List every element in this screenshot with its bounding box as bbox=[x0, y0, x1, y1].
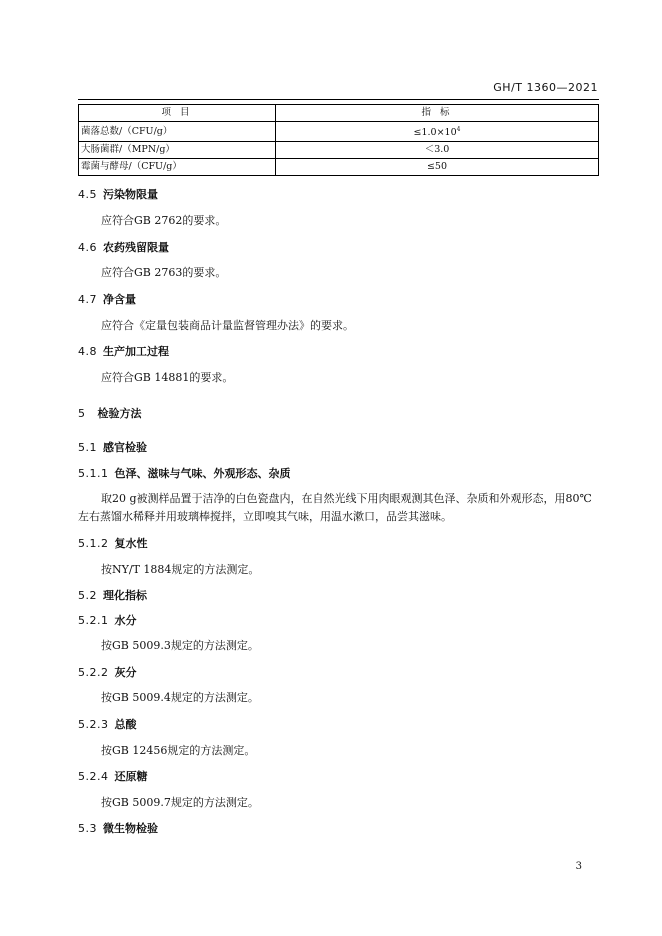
section-heading-5-1-1: 5.1.1 色泽、滋味与气味、外观形态、杂质 bbox=[78, 467, 291, 480]
section-body-4-7: 应符合《定量包装商品计量监督管理办法》的要求。 bbox=[101, 319, 354, 332]
section-heading-4-6: 4.6 农药残留限量 bbox=[78, 241, 169, 254]
section-body-4-5: 应符合GB 2762的要求。 bbox=[101, 214, 227, 227]
section-body-4-8: 应符合GB 14881的要求。 bbox=[101, 371, 234, 384]
column-header-indicator: 指 标 bbox=[276, 105, 599, 122]
document-code: GH/T 1360—2021 bbox=[493, 81, 598, 94]
table-row bbox=[79, 122, 599, 142]
section-heading-4-7: 4.7 净含量 bbox=[78, 293, 136, 306]
value-exponent: 4 bbox=[456, 126, 461, 133]
section-heading-5: 5 检验方法 bbox=[78, 407, 142, 420]
section-body-5-2-1: 按GB 5009.3规定的方法测定。 bbox=[101, 639, 259, 652]
table-row bbox=[79, 142, 599, 159]
table-cell-value: ≤50 bbox=[276, 159, 599, 176]
section-heading-4-5: 4.5 污染物限量 bbox=[78, 188, 158, 201]
value-text: ≤1.0×10 bbox=[413, 127, 457, 139]
page-number: 3 bbox=[575, 861, 582, 872]
section-heading-5-2-4: 5.2.4 还原糖 bbox=[78, 770, 148, 783]
section-body-5-1-1-line2: 左右蒸馏水稀释并用玻璃棒搅拌，立即嗅其气味，用温水漱口，品尝其滋味。 bbox=[78, 510, 452, 523]
section-heading-5-2-1: 5.2.1 水分 bbox=[78, 614, 137, 627]
header-rule bbox=[78, 99, 599, 100]
microbial-limits-table bbox=[78, 104, 599, 176]
table-row bbox=[79, 159, 599, 176]
table-cell-item: 霉菌与酵母/（CFU/g） bbox=[79, 159, 276, 176]
section-body-5-1-1-line1: 取20 g被测样品置于洁净的白色瓷盘内，在自然光线下用肉眼观测其色泽、杂质和外观形态，用80℃ bbox=[101, 492, 592, 505]
section-body-5-2-3: 按GB 12456规定的方法测定。 bbox=[101, 744, 256, 757]
column-header-item: 项 目 bbox=[79, 105, 276, 122]
section-heading-5-2-2: 5.2.2 灰分 bbox=[78, 666, 137, 679]
table-header-row bbox=[79, 105, 599, 122]
section-heading-5-2: 5.2 理化指标 bbox=[78, 589, 147, 602]
section-body-5-2-2: 按GB 5009.4规定的方法测定。 bbox=[101, 691, 259, 704]
section-heading-5-3: 5.3 微生物检验 bbox=[78, 822, 158, 835]
section-body-5-2-4: 按GB 5009.7规定的方法测定。 bbox=[101, 796, 259, 809]
section-body-4-6: 应符合GB 2763的要求。 bbox=[101, 266, 227, 279]
section-heading-5-2-3: 5.2.3 总酸 bbox=[78, 718, 137, 731]
section-heading-4-8: 4.8 生产加工过程 bbox=[78, 345, 169, 358]
section-heading-5-1: 5.1 感官检验 bbox=[78, 441, 147, 454]
table-cell-value bbox=[276, 122, 599, 142]
section-body-5-1-2: 按NY/T 1884规定的方法测定。 bbox=[101, 563, 260, 576]
table-cell-item: 菌落总数/（CFU/g） bbox=[79, 122, 276, 142]
table-cell-item: 大肠菌群/（MPN/g） bbox=[79, 142, 276, 159]
section-heading-5-1-2: 5.1.2 复水性 bbox=[78, 537, 148, 550]
table-cell-value: ＜3.0 bbox=[276, 142, 599, 159]
